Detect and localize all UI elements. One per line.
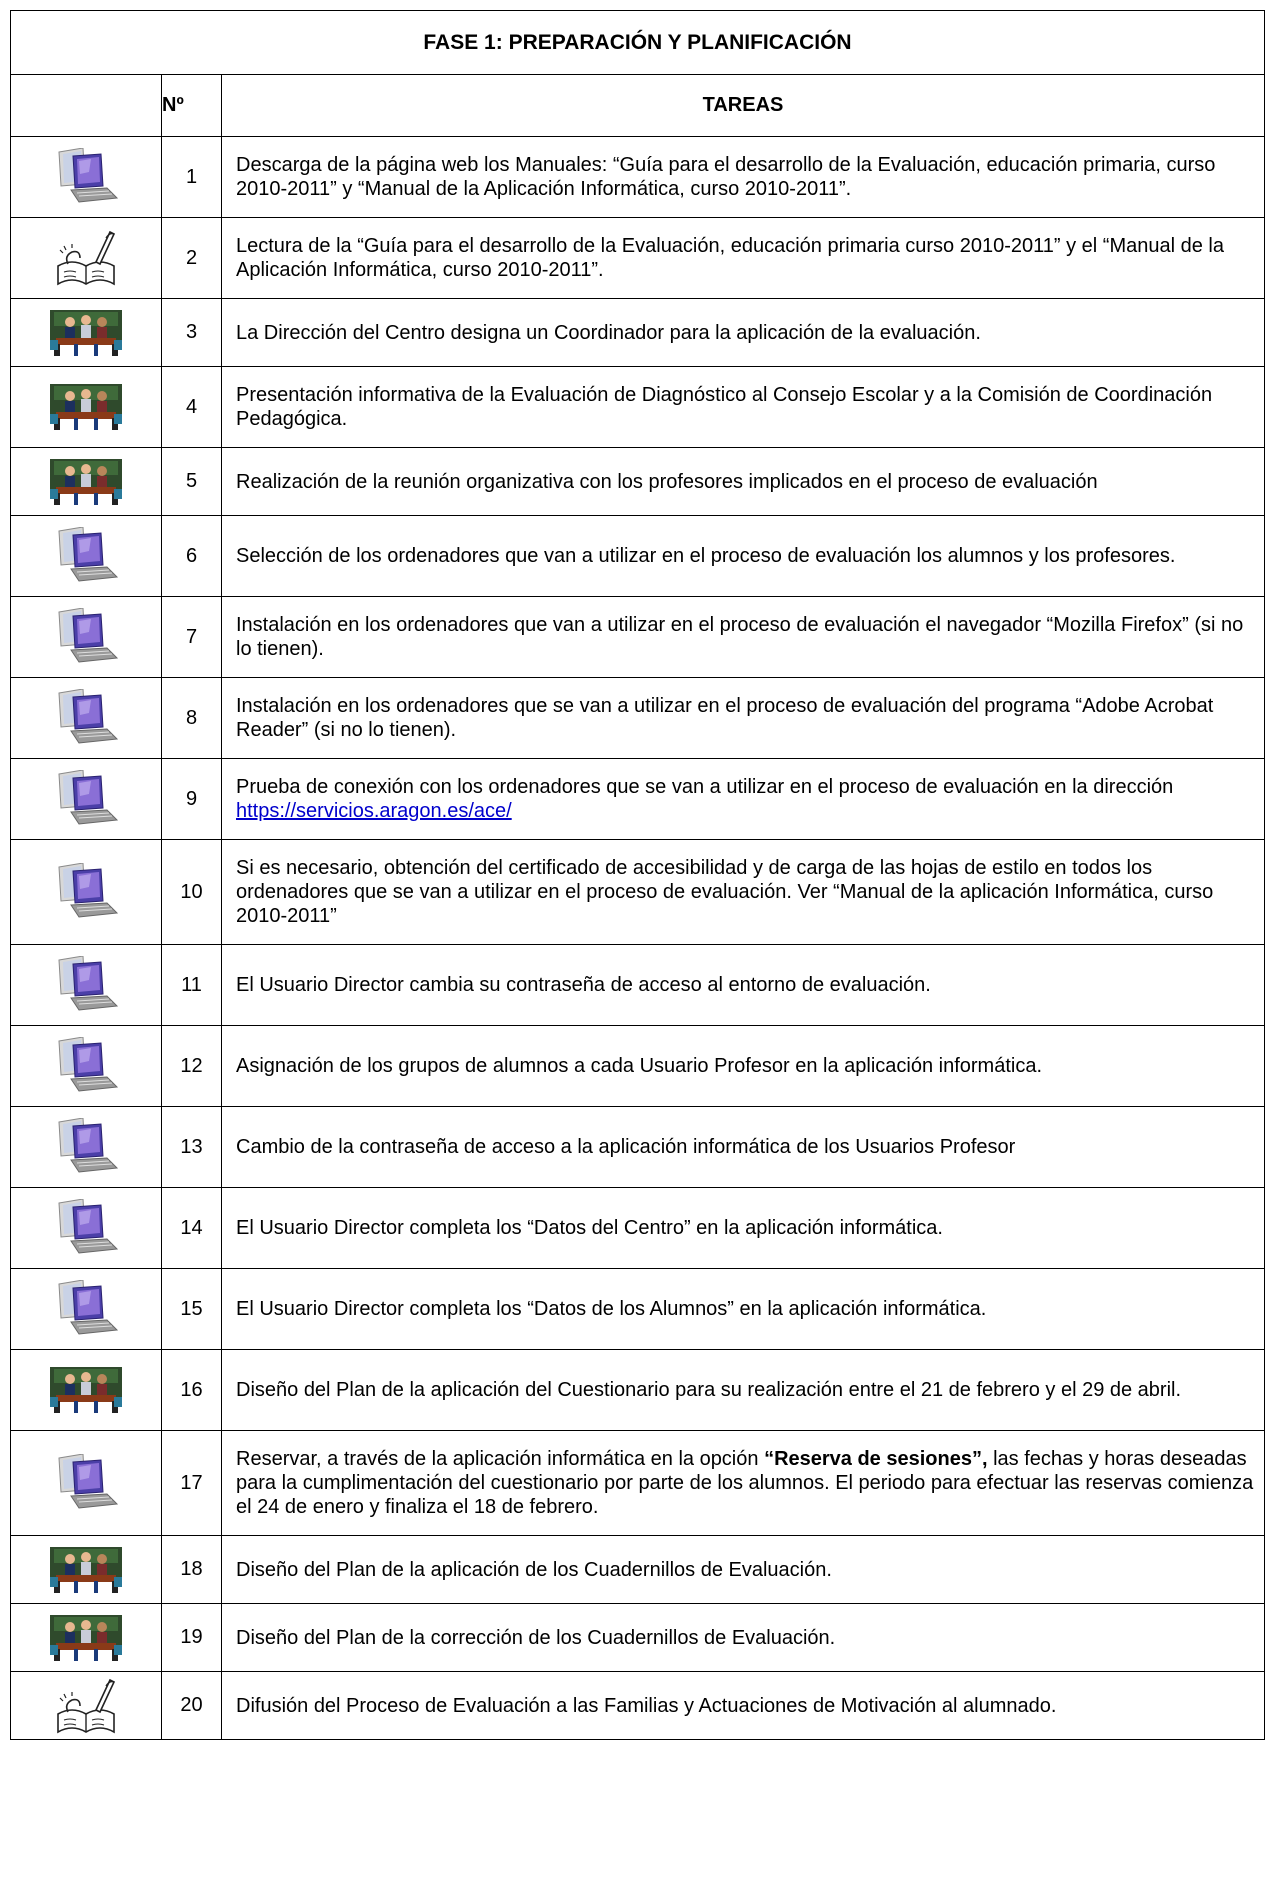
task-text: Instalación en los ordenadores que van a utilizar en el proceso de evaluación el navegador “Mozilla Firefox” (si no lo tienen). xyxy=(236,614,1244,660)
task-description xyxy=(222,1536,1265,1604)
task-description xyxy=(222,367,1265,448)
task-row xyxy=(11,1026,1265,1107)
task-number: 20 xyxy=(162,1672,222,1740)
task-text: Descarga de la página web los Manuales: “Guía para el desarrollo de la Evaluación, educación primaria, curso 2010-2011” y “Manual de la Aplicación Informática, curso 2010-2011”. xyxy=(236,154,1216,200)
task-icon-cell xyxy=(11,1604,162,1672)
task-text: Instalación en los ordenadores que se van a utilizar en el proceso de evaluación del programa “Adobe Acrobat Reader” (si no lo tienen). xyxy=(236,695,1214,741)
writing-icon xyxy=(52,1697,120,1714)
tasks-table xyxy=(10,10,1265,1740)
task-icon-cell xyxy=(11,1026,162,1107)
task-number: 16 xyxy=(162,1350,222,1431)
task-icon-cell xyxy=(11,218,162,299)
task-icon-cell xyxy=(11,1269,162,1350)
task-icon-cell xyxy=(11,1350,162,1431)
task-icon-cell xyxy=(11,597,162,678)
task-icon-cell xyxy=(11,678,162,759)
task-text: Realización de la reunión organizativa con los profesores implicados en el proceso de evaluación xyxy=(236,470,1098,493)
task-number: 6 xyxy=(162,516,222,597)
task-row xyxy=(11,945,1265,1026)
task-number: 9 xyxy=(162,759,222,840)
task-number: 2 xyxy=(162,218,222,299)
task-number: 11 xyxy=(162,945,222,1026)
task-description xyxy=(222,597,1265,678)
task-text: Difusión del Proceso de Evaluación a las Familias y Actuaciones de Motivación al alumnado. xyxy=(236,1694,1057,1717)
tasks-body xyxy=(11,137,1265,1740)
task-number: 1 xyxy=(162,137,222,218)
task-number: 10 xyxy=(162,840,222,945)
computer-icon xyxy=(51,628,121,645)
meeting-icon xyxy=(50,324,122,341)
task-number: 18 xyxy=(162,1536,222,1604)
task-description xyxy=(222,137,1265,218)
computer-icon xyxy=(51,1219,121,1236)
task-icon-cell xyxy=(11,299,162,367)
task-row xyxy=(11,1536,1265,1604)
task-description xyxy=(222,1672,1265,1740)
task-icon-cell xyxy=(11,945,162,1026)
task-row xyxy=(11,1269,1265,1350)
computer-icon xyxy=(51,976,121,993)
task-text: La Dirección del Centro designa un Coordinador para la aplicación de la evaluación. xyxy=(236,321,981,344)
task-description xyxy=(222,840,1265,945)
task-number: 5 xyxy=(162,448,222,516)
task-description xyxy=(222,678,1265,759)
task-icon-cell xyxy=(11,137,162,218)
task-description xyxy=(222,448,1265,516)
task-icon-cell xyxy=(11,840,162,945)
computer-icon xyxy=(51,547,121,564)
computer-icon xyxy=(51,1138,121,1155)
task-icon-cell xyxy=(11,448,162,516)
task-description xyxy=(222,1188,1265,1269)
task-text: Diseño del Plan de la aplicación de los Cuadernillos de Evaluación. xyxy=(236,1558,832,1581)
task-icon-cell xyxy=(11,1536,162,1604)
task-text-bold: “Reserva de sesiones”, xyxy=(764,1448,988,1470)
computer-icon xyxy=(51,1300,121,1317)
meeting-icon xyxy=(50,473,122,490)
task-text: Si es necesario, obtención del certificado de accesibilidad y de carga de las hojas de estilo en todos los ordenadores que se van a utilizar en el proceso de evaluación. Ver “Manual de la aplicación Informática, curso 2010-2011” xyxy=(236,857,1214,927)
task-link[interactable]: https://servicios.aragon.es/ace/ xyxy=(236,800,512,822)
task-text: Prueba de conexión con los ordenadores que se van a utilizar en el proceso de evaluación en la dirección xyxy=(236,776,1174,798)
task-description xyxy=(222,218,1265,299)
meeting-icon xyxy=(50,1561,122,1578)
computer-icon xyxy=(51,1474,121,1491)
task-description xyxy=(222,945,1265,1026)
task-row xyxy=(11,1350,1265,1431)
task-description xyxy=(222,516,1265,597)
task-row xyxy=(11,299,1265,367)
task-description xyxy=(222,1269,1265,1350)
task-icon-cell xyxy=(11,1188,162,1269)
meeting-icon xyxy=(50,1381,122,1398)
computer-icon xyxy=(51,1057,121,1074)
task-text: Diseño del Plan de la corrección de los Cuadernillos de Evaluación. xyxy=(236,1626,836,1649)
task-text: las fechas y horas deseadas para la cumplimentación del cuestionario por parte de los alumnos. El periodo para efectuar las reservas comienza el 24 de enero y finaliza el 18 de febrero. xyxy=(236,1448,1254,1518)
computer-icon xyxy=(51,883,121,900)
task-icon-cell xyxy=(11,1672,162,1740)
task-text: El Usuario Director cambia su contraseña de acceso al entorno de evaluación. xyxy=(236,974,931,996)
task-icon-cell xyxy=(11,516,162,597)
task-number: 13 xyxy=(162,1107,222,1188)
task-description xyxy=(222,1350,1265,1431)
task-row xyxy=(11,1107,1265,1188)
computer-icon xyxy=(51,790,121,807)
task-row xyxy=(11,516,1265,597)
writing-icon xyxy=(52,249,120,266)
task-description xyxy=(222,1107,1265,1188)
task-row xyxy=(11,218,1265,299)
task-number: 12 xyxy=(162,1026,222,1107)
task-number: 7 xyxy=(162,597,222,678)
meeting-icon xyxy=(50,1629,122,1646)
task-row xyxy=(11,137,1265,218)
task-number: 3 xyxy=(162,299,222,367)
task-text: Cambio de la contraseña de acceso a la aplicación informática de los Usuarios Profesor xyxy=(236,1136,1016,1158)
computer-icon xyxy=(51,168,121,185)
task-row xyxy=(11,1431,1265,1536)
task-number: 4 xyxy=(162,367,222,448)
icon-column-header xyxy=(11,75,162,137)
task-row xyxy=(11,448,1265,516)
task-number: 19 xyxy=(162,1604,222,1672)
task-text: Presentación informativa de la Evaluación de Diagnóstico al Consejo Escolar y a la Comisión de Coordinación Pedagógica. xyxy=(236,384,1213,430)
task-row xyxy=(11,1188,1265,1269)
task-number: 17 xyxy=(162,1431,222,1536)
task-text: Lectura de la “Guía para el desarrollo de la Evaluación, educación primaria curso 2010-2011” y el “Manual de la Aplicación Informática, curso 2010-2011”. xyxy=(236,235,1224,281)
task-icon-cell xyxy=(11,759,162,840)
task-text: Reservar, a través de la aplicación informática en la opción xyxy=(236,1448,765,1470)
task-text: Diseño del Plan de la aplicación del Cuestionario para su realización entre el 21 de febrero y el 29 de abril. xyxy=(236,1379,1182,1401)
task-icon-cell xyxy=(11,1431,162,1536)
task-description xyxy=(222,759,1265,840)
task-number: 8 xyxy=(162,678,222,759)
meeting-icon xyxy=(50,398,122,415)
task-text: El Usuario Director completa los “Datos de los Alumnos” en la aplicación informática. xyxy=(236,1298,987,1320)
task-icon-cell xyxy=(11,1107,162,1188)
task-row xyxy=(11,1672,1265,1740)
computer-icon xyxy=(51,709,121,726)
task-text: Selección de los ordenadores que van a utilizar en el proceso de evaluación los alumnos y los profesores. xyxy=(236,545,1176,567)
task-number: 14 xyxy=(162,1188,222,1269)
task-row xyxy=(11,597,1265,678)
task-row xyxy=(11,1604,1265,1672)
task-number: 15 xyxy=(162,1269,222,1350)
task-row xyxy=(11,840,1265,945)
tasks-column-header: TAREAS xyxy=(222,75,1265,137)
task-text: El Usuario Director completa los “Datos del Centro” en la aplicación informática. xyxy=(236,1217,943,1239)
task-description xyxy=(222,1026,1265,1107)
task-row xyxy=(11,678,1265,759)
task-text: Asignación de los grupos de alumnos a cada Usuario Profesor en la aplicación informática. xyxy=(236,1055,1043,1077)
task-row xyxy=(11,367,1265,448)
task-description xyxy=(222,1431,1265,1536)
task-icon-cell xyxy=(11,367,162,448)
task-description xyxy=(222,299,1265,367)
task-description xyxy=(222,1604,1265,1672)
phase-title: FASE 1: PREPARACIÓN Y PLANIFICACIÓN xyxy=(11,11,1265,75)
task-row xyxy=(11,759,1265,840)
number-column-header: Nº xyxy=(162,75,222,137)
